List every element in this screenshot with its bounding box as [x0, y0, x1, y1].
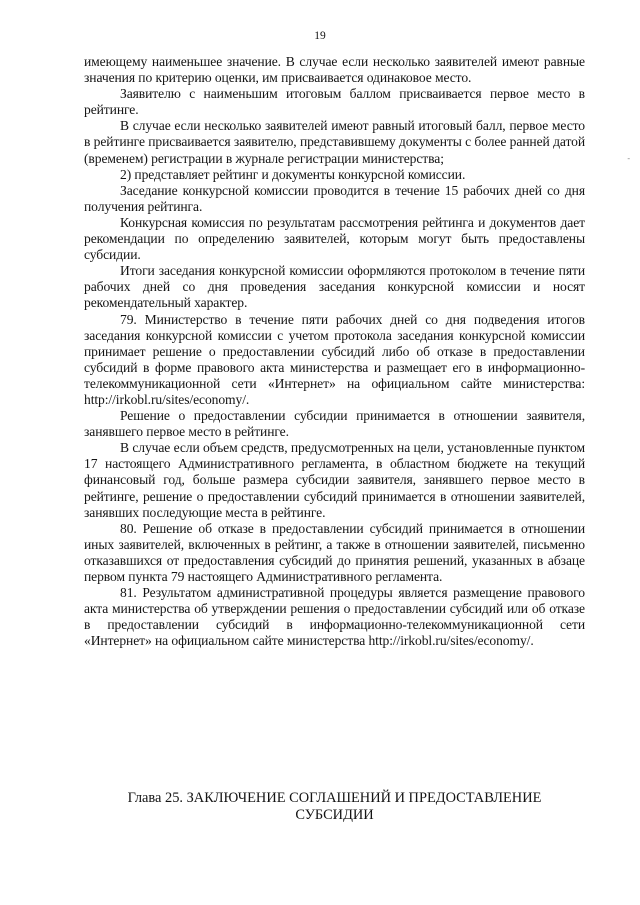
chapter-heading [84, 790, 585, 824]
paragraph-continuation: имеющему наименьшее значение. В случае если несколько заявителей имеют равные значения по критерию оценки, им присваивается одинаковое место. [84, 54, 585, 86]
paragraph-item-81: 81. Результатом административной процедуры является размещение правового акта министерства об утверждении решения о предоставлении субсидий или об отказе в предоставлении субсидий в информационно-телекоммуникационной сети «Интернет» на официальном сайте министерства http://irkobl.ru/sites/economy/. [84, 585, 585, 649]
page-number: 19 [314, 30, 326, 42]
chapter-heading-line: СУБСИДИИ [295, 807, 374, 823]
margin-mark: - [627, 154, 630, 163]
paragraph: 2) представляет рейтинг и документы конкурсной комиссии. [120, 166, 466, 182]
paragraph: Заседание конкурсной комиссии проводится в течение 15 рабочих дней со дня получения рейтинга. [84, 182, 585, 214]
paragraph: В случае если объем средств, предусмотренных на цели, установленные пунктом 17 настоящего Административного регламента, в областном бюджете на текущий финансовый год, больше размера субсидии заявителя, занявшего первое место в рейтинге, решение о предоставлении субсидий принимается в отношении заявителей, занявших последующие места в рейтинге. [84, 440, 585, 520]
paragraph: В случае если несколько заявителей имеют равный итоговый балл, первое место в рейтинге присваивается заявителю, представившему документы с более ранней датой (временем) регистрации в журнале регистрации министерства; [84, 118, 585, 166]
paragraph: Конкурсная комиссия по результатам рассмотрения рейтинга и документов дает рекомендации по определению заявителей, которым могут быть предоставлены субсидии. [84, 214, 585, 263]
paragraph: Итоги заседания конкурсной комиссии оформляются протоколом в течение пяти рабочих дней со дня проведения заседания конкурсной комиссии и носят рекомендательный характер. [84, 263, 585, 311]
paragraph: Заявителю с наименьшим итоговым баллом присваивается первое место в рейтинге. [84, 86, 585, 118]
paragraph-item-79: 79. Министерство в течение пяти рабочих дней со дня подведения итогов заседания конкурсной комиссии с учетом протокола заседания конкурсной комиссии принимает решение о предоставлении субсидий либо об отказе в предоставлении субсидий в форме правового акта министерства и размещает его в информационно-телекоммуникационной сети «Интернет» на официальном сайте министерства: http://irkobl.ru/sites/economy/. [84, 311, 585, 407]
body-text [84, 54, 585, 649]
paragraph: Решение о предоставлении субсидии принимается в отношении заявителя, занявшего первое место в рейтинге. [84, 408, 585, 440]
paragraph-item-80: 80. Решение об отказе в предоставлении субсидий принимается в отношении иных заявителей, включенных в рейтинг, а также в отношении заявителей, письменно отказавшихся от предоставления субсидий до принятия решений, указанных в абзаце первом пункта 79 настоящего Административного регламента. [84, 520, 585, 584]
chapter-heading-line: Глава 25. ЗАКЛЮЧЕНИЕ СОГЛАШЕНИЙ И ПРЕДОСТАВЛЕНИЕ [127, 790, 542, 806]
